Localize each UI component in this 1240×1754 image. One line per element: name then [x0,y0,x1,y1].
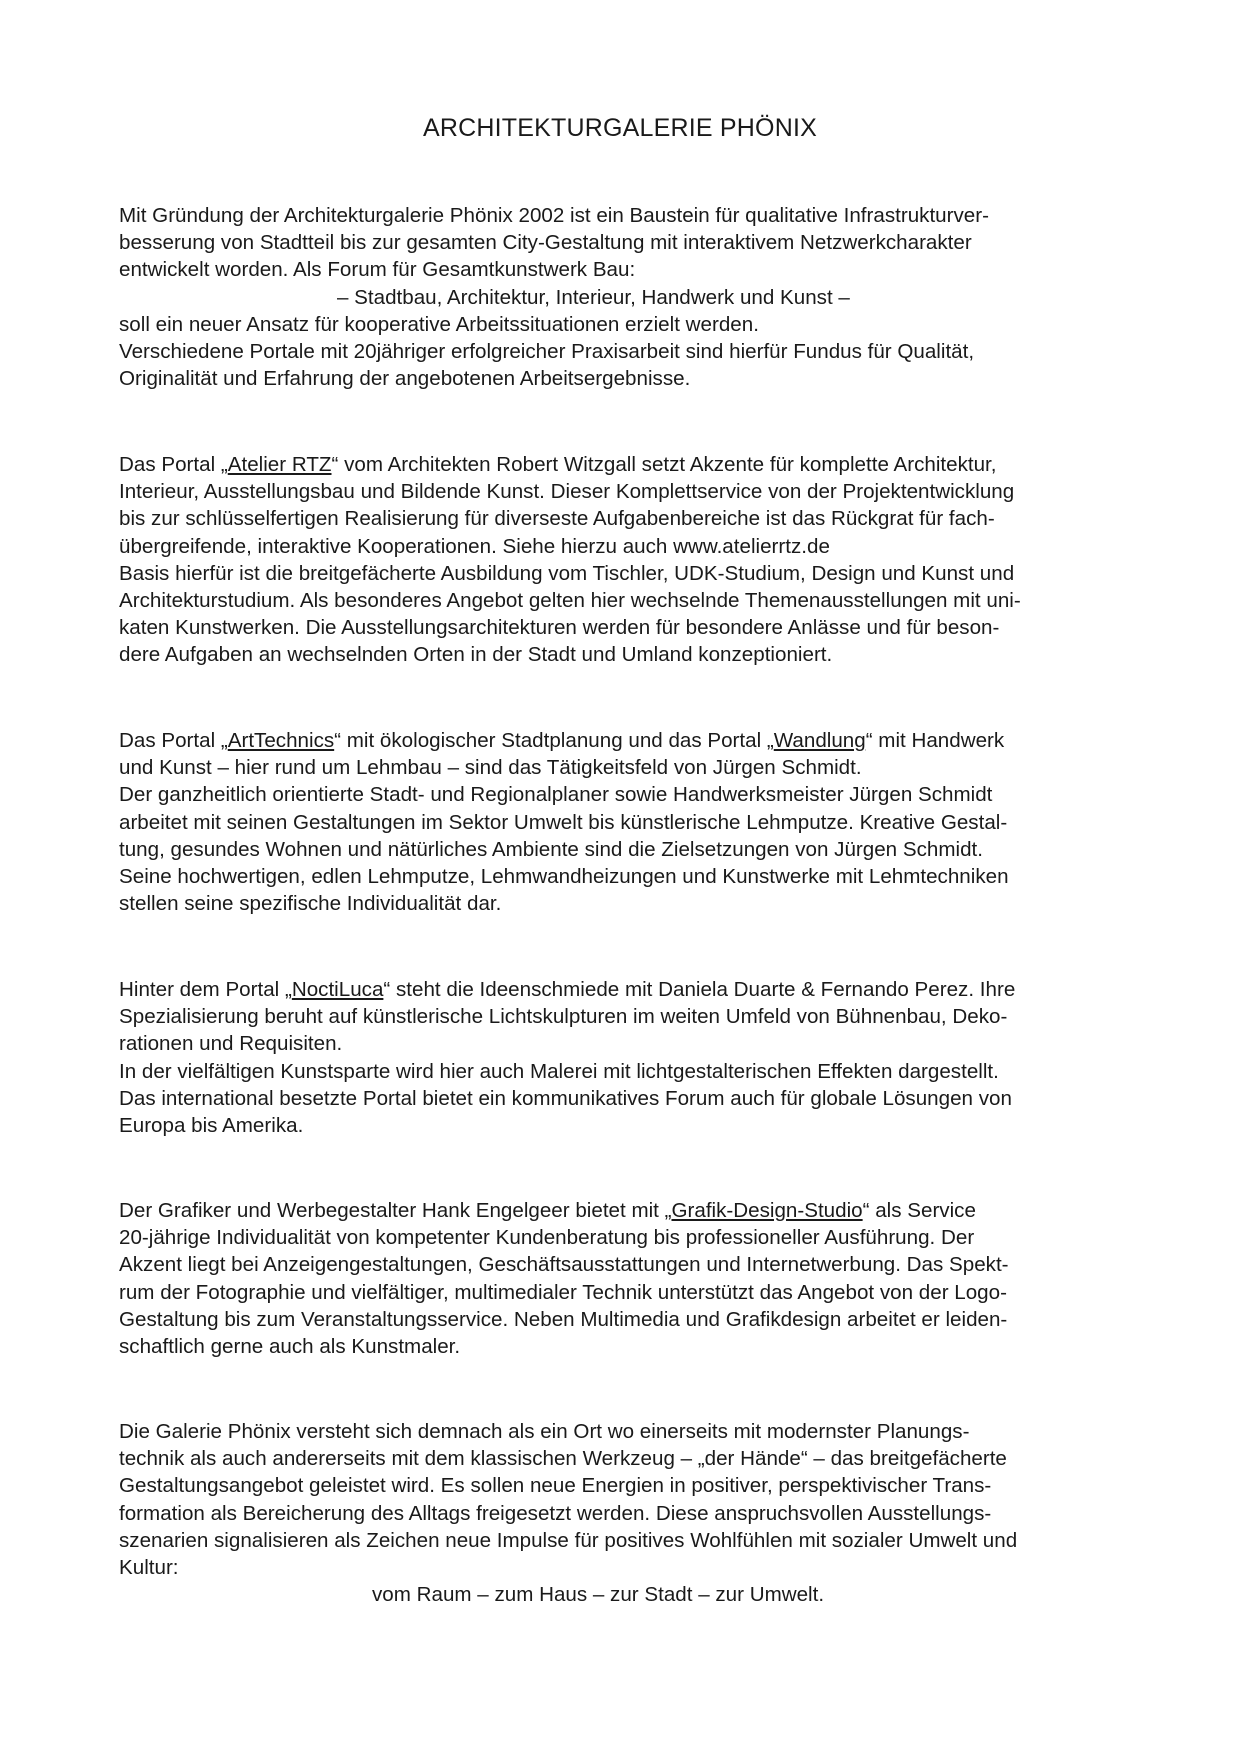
arttechnics-line: und Kunst – hier rund um Lehmbau – sind das Tätigkeitsfeld von Jürgen Schmidt. [119,756,862,780]
grafik-design-studio-link[interactable]: Grafik-Design-Studio [671,1199,863,1222]
atelier-line: Interieur, Ausstellungsbau und Bildende Kunst. Dieser Komplettservice von der Projektentwicklung [119,480,1015,504]
atelier-line-prefix: Das Portal „ [119,453,228,476]
intro-disciplines-line: – Stadtbau, Architektur, Interieur, Handwerk und Kunst – [337,285,850,309]
noctiluca-line [119,976,1129,1003]
atelier-line: dere Aufgaben an wechselnden Orten in der Stadt und Umland konzeptioniert. [119,643,833,667]
intro-line: Mit Gründung der Architekturgalerie Phönix 2002 ist ein Baustein für qualitative Infrastrukturver- [119,204,989,227]
grafik-line: rum der Fotographie und vielfältiger, multimedialer Technik unterstützt das Angebot von der Logo- [119,1280,1007,1304]
arttechnics-line [119,727,1129,754]
noctiluca-line: Spezialisierung beruht auf künstlerische Lichtskulpturen im weiten Umfeld von Bühnenbau, Deko- [119,1005,1008,1029]
arttechnics-line: Der ganzheitlich orientierte Stadt- und Regionalplaner sowie Handwerksmeister Jürgen Schmidt [119,783,993,807]
noctiluca-line: In der vielfältigen Kunstsparte wird hier auch Malerei mit lichtgestalterischen Effekten dargestellt. [119,1059,999,1083]
grafik-design-paragraph [119,1197,1129,1360]
arttechnics-line: tung, gesundes Wohnen und nätürliches Ambiente sind die Zielsetzungen von Jürgen Schmidt. [119,837,983,861]
atelier-line [119,451,1129,478]
intro-line: Originalität und Erfahrung der angebotenen Arbeitsergebnisse. [119,367,691,391]
atelier-rtz-paragraph [119,451,1129,669]
noctiluca-paragraph [119,976,1129,1139]
intro-line: soll ein neuer Ansatz für kooperative Arbeitssituationen erzielt werden. [119,312,759,336]
noctiluca-line: Das international besetzte Portal bietet ein kommunikatives Forum auch für globale Lösungen von [119,1086,1012,1110]
atelier-line: übergreifende, interaktive Kooperationen. Siehe hierzu auch www.atelierrtz.de [119,534,830,558]
arttechnics-link[interactable]: ArtTechnics [227,729,335,752]
intro-paragraph [119,202,1129,392]
noctiluca-link[interactable]: NoctiLuca [291,978,384,1001]
arttechnics-line-prefix: Das Portal „ [119,729,228,752]
atelier-line: Basis hierfür ist die breitgefächerte Ausbildung vom Tischler, UDK-Studium, Design und Kunst und [119,561,1015,585]
closing-line: Die Galerie Phönix versteht sich demnach als ein Ort wo einerseits mit modernster Planungs- [119,1420,970,1443]
closing-motto-line: vom Raum – zum Haus – zur Stadt – zur Umwelt. [372,1583,825,1607]
grafik-line: Gestaltung bis zum Veranstaltungsservice. Neben Multimedia und Grafikdesign arbeitet er leiden- [119,1307,1008,1331]
atelier-line-suffix: “ vom Architekten Robert Witzgall setzt Akzente für komplette Architektur, [331,453,997,476]
closing-line: szenarien signalisieren als Zeichen neue Impulse für positives Wohlfühlen mit sozialer Umwelt und [119,1528,1018,1552]
intro-line: Verschiedene Portale mit 20jähriger erfolgreicher Praxisarbeit sind hierfür Fundus für Qualität, [119,340,975,364]
grafik-line-prefix: Der Grafiker und Werbegestalter Hank Engelgeer bietet mit „ [119,1199,672,1222]
grafik-line: 20-jährige Individualität von kompetenter Kundenberatung bis professioneller Ausführung. Der [119,1226,975,1250]
intro-line: besserung von Stadtteil bis zur gesamten City-Gestaltung mit interaktivem Netzwerkcharakter [119,231,972,255]
arttechnics-line-suffix: “ mit Handwerk [865,729,1005,752]
closing-line: Gestaltungsangebot geleistet wird. Es sollen neue Energien in positiver, perspektivischer Trans- [119,1474,992,1498]
intro-line: entwickelt worden. Als Forum für Gesamtkunstwerk Bau: [119,258,636,282]
closing-line: formation als Bereicherung des Alltags freigesetzt werden. Diese anspruchsvollen Ausstellungs- [119,1501,992,1525]
atelier-line: bis zur schlüsselfertigen Realisierung für diverseste Aufgabenbereiche ist das Rückgrat für fach- [119,507,995,531]
arttechnics-paragraph [119,727,1129,917]
wandlung-link[interactable]: Wandlung [773,729,866,752]
noctiluca-line: rationen und Requisiten. [119,1032,343,1056]
grafik-line: schaftlich gerne auch als Kunstmaler. [119,1335,461,1359]
arttechnics-line-middle: “ mit ökologischer Stadtplanung und das Portal „ [334,729,774,752]
grafik-line-suffix: “ als Service [862,1199,976,1222]
grafik-line [119,1197,1129,1224]
closing-line: Kultur: [119,1556,179,1580]
grafik-line: Akzent liegt bei Anzeigengestaltungen, Geschäftsausstattungen und Internetwerbung. Das Spekt- [119,1253,1009,1277]
arttechnics-line: stellen seine spezifische Individualität dar. [119,892,502,916]
atelier-line: Architekturstudium. Als besonderes Angebot gelten hier wechselnde Themenausstellungen mit uni- [119,589,1021,613]
closing-line: technik als auch andererseits mit dem klassischen Werkzeug – „der Hände“ – das breitgefächerte [119,1447,1007,1471]
noctiluca-line-suffix: “ steht die Ideenschmiede mit Daniela Duarte & Fernando Perez. Ihre [383,978,1016,1001]
page-title: ARCHITEKTURGALERIE PHÖNIX [423,114,817,142]
atelier-line: katen Kunstwerken. Die Ausstellungsarchitekturen werden für besondere Anlässe und für beson- [119,616,1000,640]
closing-paragraph [119,1418,1129,1608]
noctiluca-line-prefix: Hinter dem Portal „ [119,978,292,1001]
atelier-rtz-link[interactable]: Atelier RTZ [227,453,332,476]
arttechnics-line: Seine hochwertigen, edlen Lehmputze, Lehmwandheizungen und Kunstwerke mit Lehmtechniken [119,865,1009,889]
arttechnics-line: arbeitet mit seinen Gestaltungen im Sektor Umwelt bis künstlerische Lehmputze. Kreative Gestal- [119,810,1008,834]
noctiluca-line: Europa bis Amerika. [119,1114,304,1138]
